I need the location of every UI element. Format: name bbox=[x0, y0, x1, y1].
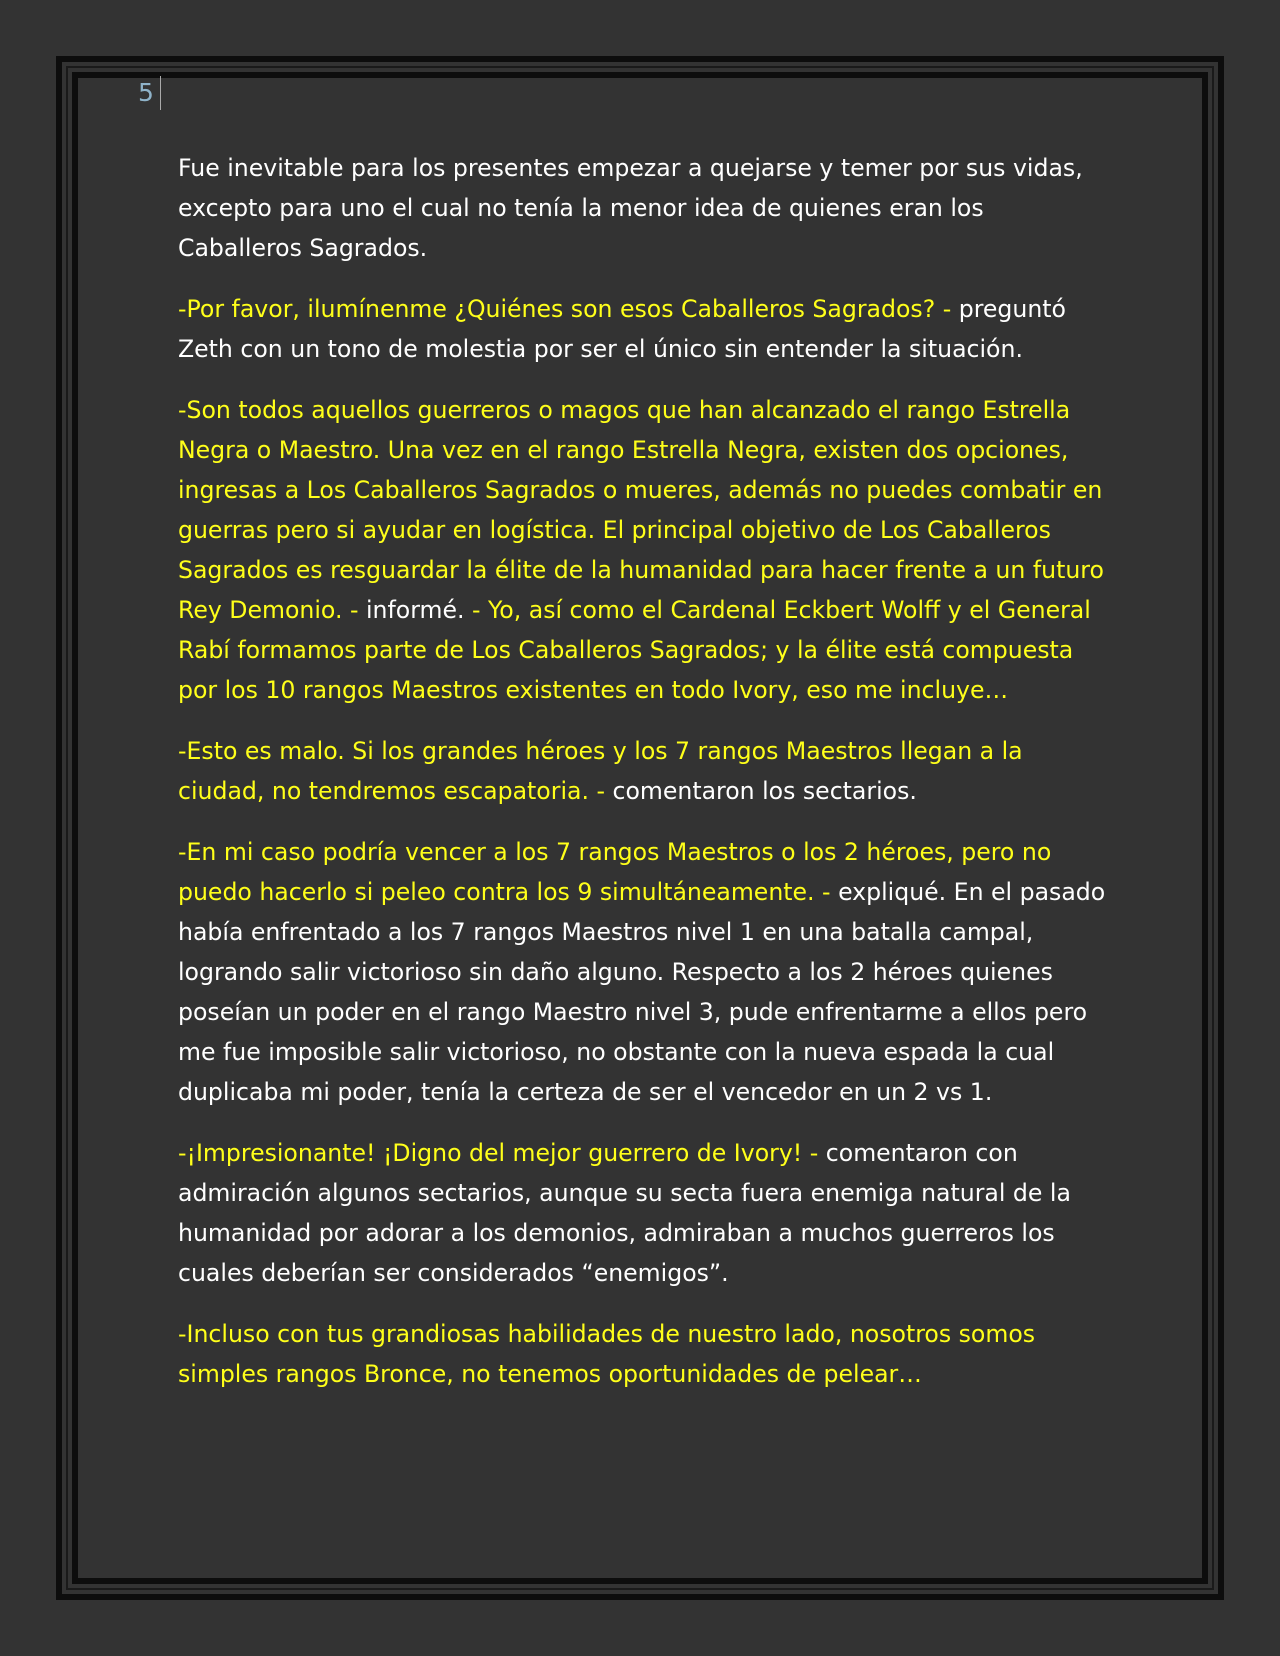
dialogue-text: -En mi caso podría vencer a los 7 rangos Maestros o los 2 héroes, pero no puedo hacerlo si peleo contra los 9 simultáneamente. - bbox=[178, 838, 1052, 906]
paragraph-3 bbox=[178, 390, 1108, 710]
dialogue-text: - Yo, así como el Cardenal Eckbert Wolff y el General Rabí formamos parte de Los Caballeros Sagrados; y la élite está compuesta por los 10 rangos Maestros existentes en todo Ivory, eso me incluye… bbox=[178, 596, 1091, 704]
narration-text: comentaron con admiración algunos sectarios, aunque su secta fuera enemiga natural de la humanidad por adorar a los demonios, admiraban a muchos guerreros los cuales deberían ser considerados “enemigos”. bbox=[178, 1139, 1071, 1287]
dialogue-text: -Por favor, ilumínenme ¿Quiénes son esos Caballeros Sagrados? - bbox=[178, 295, 959, 323]
paragraph-7 bbox=[178, 1314, 1108, 1394]
narration-text: informé. bbox=[365, 596, 473, 624]
narration-text: preguntó Zeth con un tono de molestia por ser el único sin entender la situación. bbox=[178, 295, 1066, 363]
dialogue-text: -Son todos aquellos guerreros o magos que han alcanzado el rango Estrella Negra o Maestro. Una vez en el rango Estrella Negra, existen dos opciones, ingresas a Los Caballeros Sagrados o mueres, además no puedes combatir en guerras pero si ayudar en logística. El principal objetivo de Los Caballeros Sagrados es resguardar la élite de la humanidad para hacer frente a un futuro Rey Demonio. - bbox=[178, 396, 1104, 624]
paragraph-5 bbox=[178, 832, 1108, 1112]
page-number: 5 bbox=[138, 76, 161, 110]
narration-text: Fue inevitable para los presentes empezar a quejarse y temer por sus vidas, excepto para uno el cual no tenía la menor idea de quienes eran los Caballeros Sagrados. bbox=[178, 154, 1083, 262]
page-content bbox=[178, 148, 1108, 1415]
paragraph-1 bbox=[178, 148, 1108, 268]
paragraph-2 bbox=[178, 289, 1108, 369]
narration-text: comentaron los sectarios. bbox=[612, 777, 917, 805]
narration-text: expliqué. En el pasado había enfrentado a los 7 rangos Maestros nivel 1 en una batalla campal, logrando salir victorioso sin daño alguno. Respecto a los 2 héroes quienes poseían un poder en el rango Maestro nivel 3, pude enfrentarme a ellos pero me fue imposible salir victorioso, no obstante con la nueva espada la cual duplicaba mi poder, tenía la certeza de ser el vencedor en un 2 vs 1. bbox=[178, 878, 1106, 1106]
paragraph-6 bbox=[178, 1133, 1108, 1293]
dialogue-text: -Incluso con tus grandiosas habilidades de nuestro lado, nosotros somos simples rangos Bronce, no tenemos oportunidades de pelear… bbox=[178, 1320, 1036, 1388]
dialogue-text: -Esto es malo. Si los grandes héroes y los 7 rangos Maestros llegan a la ciudad, no tendremos escapatoria. - bbox=[178, 737, 1023, 805]
paragraph-4 bbox=[178, 731, 1108, 811]
dialogue-text: -¡Impresionante! ¡Digno del mejor guerrero de Ivory! - bbox=[178, 1139, 826, 1167]
